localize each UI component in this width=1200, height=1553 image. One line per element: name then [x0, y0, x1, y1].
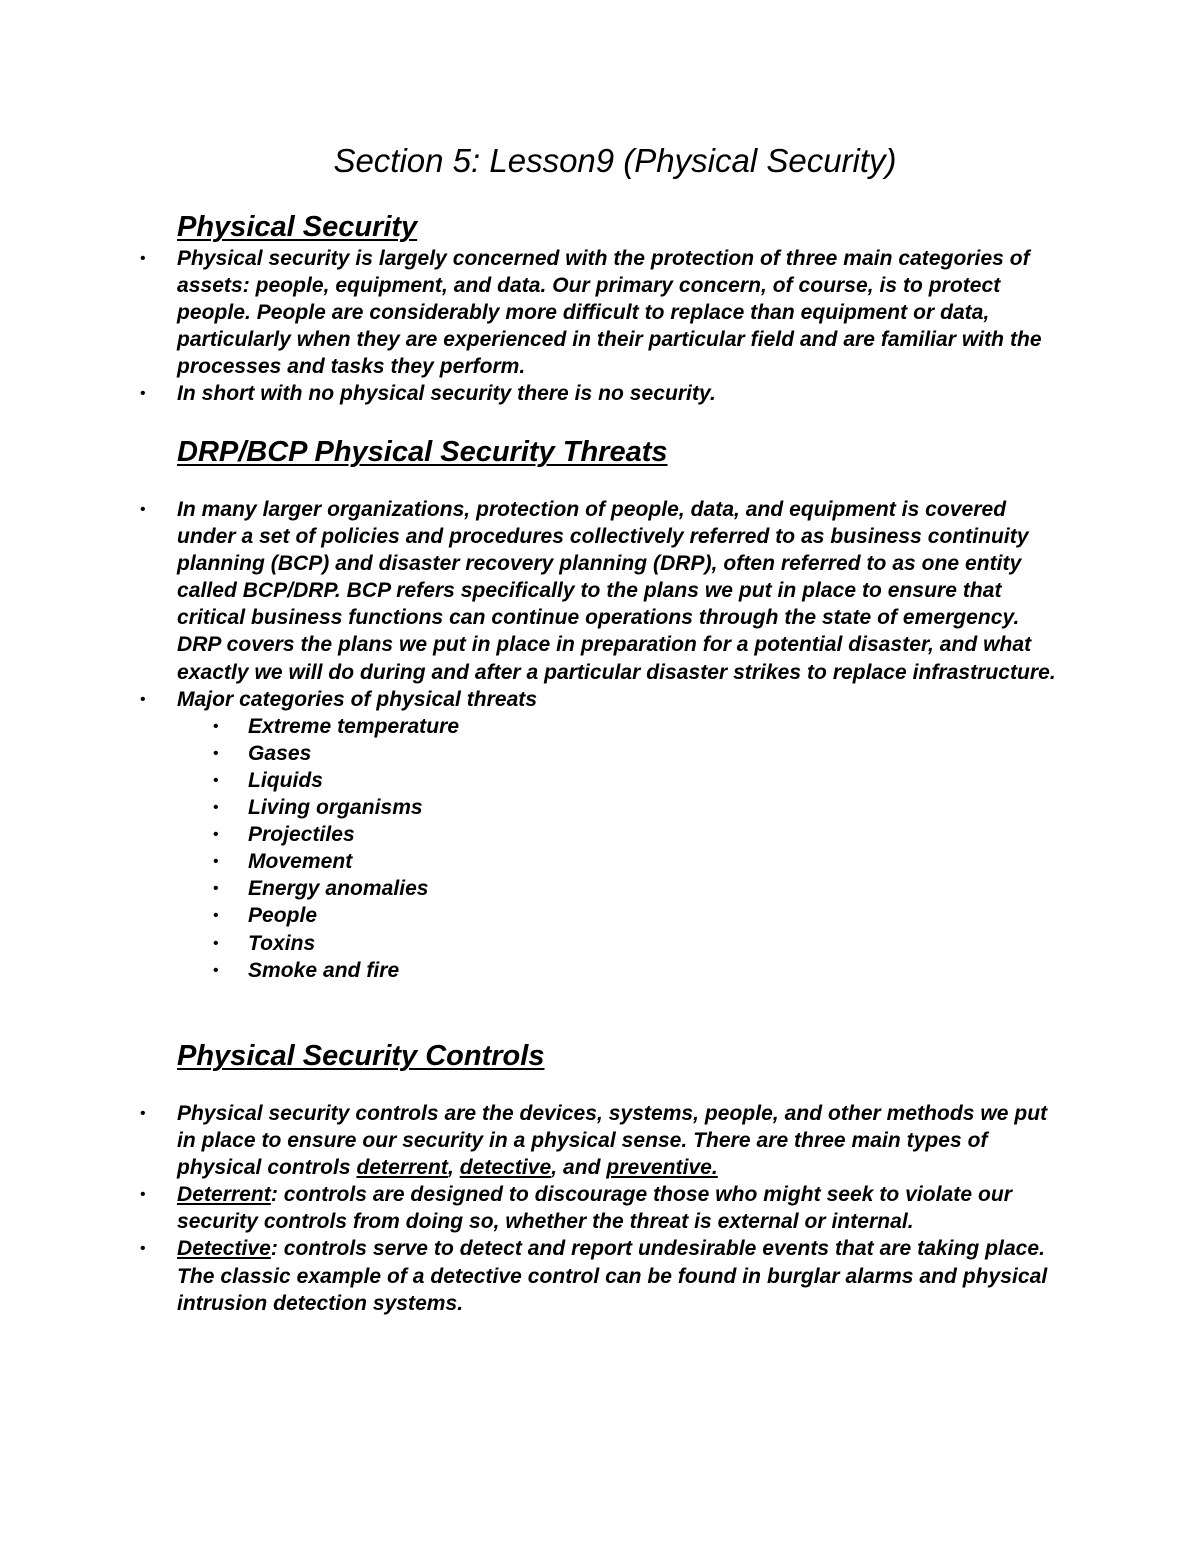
bullet-icon: •: [213, 934, 219, 952]
threat-label: Movement: [248, 850, 353, 874]
bullet-icon: •: [213, 961, 219, 979]
list-item-text: Physical security is largely concerned with the protection of three main categories of assets: people, equipment, and data. Our primary concern, of course, is to protect people. People are considerably more difficult to replace than equipment or data, particularly when they are experienced in their particular field and are familiar with the processes and tasks they perform.: [177, 247, 1042, 379]
separator-text: ,: [447, 1156, 460, 1180]
threat-label: Toxins: [248, 931, 316, 955]
term-detective: detective: [459, 1156, 552, 1180]
heading-physical-security-controls: Physical Security Controls: [177, 1040, 545, 1072]
list-item: [0, 686, 1067, 984]
threat-label: Liquids: [248, 768, 324, 792]
bullet-icon: •: [213, 744, 219, 762]
threat-categories-list: [177, 713, 1067, 984]
list-item-text: In many larger organizations, protection of people, data, and equipment is covered under a set of policies and procedures collectively referred to as business continuity planning (BCP) and disaster recovery planning (DRP), often referred to as one entity called BCP/DRP. BCP refers specifically to the plans we put in place to ensure that critical business functions can continue operations through the state of emergency. DRP covers the plans we put in place in preparation for a potential disaster, and what exactly we will do during and after a particular disaster strikes to replace infrastructure.: [177, 498, 1056, 684]
threat-label: Living organisms: [248, 796, 423, 820]
threat-label: Extreme temperature: [248, 714, 460, 738]
threat-label: Gases: [248, 741, 312, 765]
threat-label: Energy anomalies: [248, 877, 429, 901]
list-item-threat: [177, 713, 1067, 740]
bullet-icon: •: [140, 1186, 146, 1204]
list-item-text: : controls serve to detect and report undesirable events that are taking place. The classic example of a detective control can be found in burglar alarms and physical intrusion detection systems.: [177, 1237, 1048, 1315]
list-item: [0, 1235, 1067, 1316]
list-item-threat: [177, 794, 1067, 821]
threat-label: Projectiles: [248, 823, 355, 847]
bullet-icon: •: [213, 853, 219, 871]
list-item-text: Physical security controls are the devices, systems, people, and other methods we put in place to ensure our security in a physical sense. There are three main types of physical controls: [177, 1102, 1048, 1180]
bullet-icon: •: [213, 880, 219, 898]
bullet-icon: •: [140, 501, 146, 518]
term-deterrent: deterrent: [356, 1156, 448, 1180]
list-item-threat: [177, 848, 1067, 875]
section2-list: [0, 496, 1067, 984]
bullet-icon: •: [213, 771, 219, 789]
document-title: Section 5: Lesson9 (Physical Security): [333, 142, 897, 179]
term-preventive: preventive.: [606, 1156, 718, 1180]
list-item: [0, 380, 1067, 407]
list-item: [0, 1100, 1067, 1181]
bullet-icon: •: [140, 250, 146, 267]
list-item-threat: [177, 875, 1067, 902]
section3-list: [0, 1100, 1067, 1317]
list-item-threat: [177, 821, 1067, 848]
bullet-icon: •: [213, 826, 219, 844]
bullet-icon: •: [140, 1105, 146, 1122]
list-item-threat: [177, 767, 1067, 794]
list-item-threat: [177, 957, 1067, 984]
bullet-icon: •: [140, 1240, 146, 1258]
heading-drp-bcp-threats: DRP/BCP Physical Security Threats: [177, 436, 668, 468]
threat-label: People: [248, 904, 318, 928]
list-item-threat: [177, 902, 1067, 929]
list-item: [0, 245, 1067, 380]
list-item-threat: [177, 930, 1067, 957]
bullet-icon: •: [140, 690, 146, 708]
bullet-icon: •: [213, 717, 219, 735]
section1-list: [0, 245, 1067, 408]
list-item-text: : controls are designed to discourage those who might seek to violate our security controls from doing so, whether the threat is external or internal.: [177, 1183, 1012, 1234]
term-detective: Detective: [177, 1237, 271, 1261]
threat-label: Smoke and fire: [248, 958, 400, 982]
bullet-icon: •: [140, 385, 146, 403]
term-deterrent: Deterrent: [177, 1183, 271, 1207]
heading-physical-security: Physical Security: [177, 211, 418, 243]
list-item: [0, 496, 1067, 686]
bullet-icon: •: [213, 907, 219, 925]
list-item-threat: [177, 740, 1067, 767]
list-item: [0, 1181, 1067, 1235]
bullet-icon: •: [213, 799, 219, 817]
list-item-text: Major categories of physical threats: [177, 687, 538, 711]
separator-text: , and: [551, 1156, 607, 1180]
list-item-text: In short with no physical security there is no security.: [177, 382, 716, 406]
